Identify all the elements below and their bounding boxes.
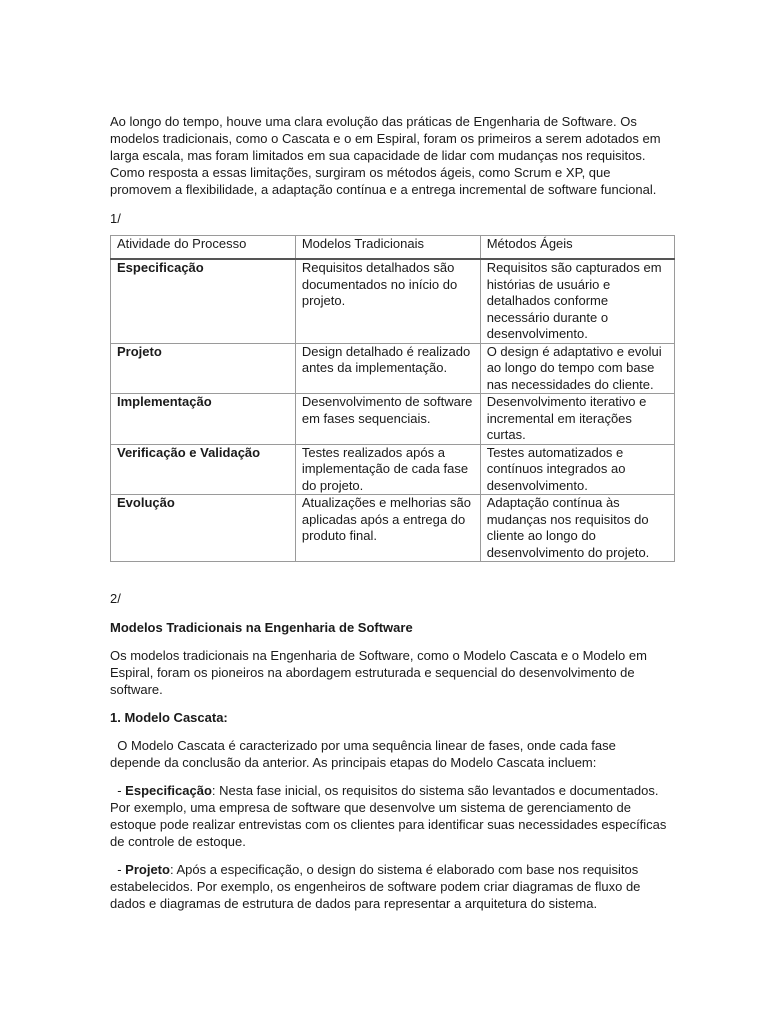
activity-cell: Implementação [111, 394, 296, 445]
agile-cell: Adaptação contínua às mudanças nos requisitos do cliente ao longo do desenvolvimento do projeto. [480, 495, 674, 562]
table-header-row [111, 236, 675, 260]
table-row [111, 343, 675, 394]
step-term: Especificação [125, 783, 212, 798]
activity-cell: Verificação e Validação [111, 444, 296, 495]
table-row [111, 394, 675, 445]
agile-cell: Testes automatizados e contínuos integrados ao desenvolvimento. [480, 444, 674, 495]
step-prefix: - [110, 783, 126, 798]
traditional-cell: Requisitos detalhados são documentados no início do projeto. [295, 259, 480, 343]
table-header-cell: Métodos Ágeis [480, 236, 674, 260]
activity-cell: Evolução [111, 495, 296, 562]
table-row [111, 495, 675, 562]
traditional-cell: Testes realizados após a implementação de cada fase do projeto. [295, 444, 480, 495]
table-row [111, 444, 675, 495]
section-marker-2: 2/ [110, 591, 121, 606]
intro-paragraph: Ao longo do tempo, houve uma clara evolução das práticas de Engenharia de Software. Os modelos tradicionais, como o Cascata e o em Espiral, foram os primeiros a serem adotados em larga escala, mas foram limitados em sua capacidade de lidar com mudanças nos requisitos. Como resposta a essas limitações, surgiram os métodos ágeis, como Scrum e XP, que promovem a flexibilidade, a adaptação contínua e a entrega incremental de software funcional. [110, 114, 661, 197]
table-header-cell: Atividade do Processo [111, 236, 296, 260]
section-intro-paragraph: Os modelos tradicionais na Engenharia de Software, como o Modelo Cascata e o Modelo em Espiral, foram os pioneiros na abordagem estruturada e sequencial do desenvolvimento de software. [110, 648, 647, 697]
cascata-title: 1. Modelo Cascata: [110, 710, 228, 725]
step-especificacao [110, 782, 670, 850]
traditional-cell: Desenvolvimento de software em fases sequenciais. [295, 394, 480, 445]
table-header-cell: Modelos Tradicionais [295, 236, 480, 260]
section-marker-1: 1/ [110, 211, 121, 226]
cascata-intro-paragraph: O Modelo Cascata é caracterizado por uma sequência linear de fases, onde cada fase depende da conclusão da anterior. As principais etapas do Modelo Cascata incluem: [110, 738, 616, 770]
traditional-cell: Atualizações e melhorias são aplicadas após a entrega do produto final. [295, 495, 480, 562]
step-text: : Após a especificação, o design do sistema é elaborado com base nos requisitos estabelecidos. Por exemplo, os engenheiros de software podem criar diagramas de fluxo de dados e diagramas de estrutura de dados para representar a arquitetura do sistema. [110, 862, 641, 911]
table-row [111, 259, 675, 343]
step-term: Projeto [125, 862, 170, 877]
step-text: : Nesta fase inicial, os requisitos do sistema são levantados e documentados. Por exemplo, uma empresa de software que desenvolve um sistema de gerenciamento de estoque pode realizar entrevistas com os clientes para identificar suas necessidades específicas de controle de estoque. [110, 783, 667, 849]
step-projeto [110, 861, 670, 912]
activity-cell: Projeto [111, 343, 296, 394]
agile-cell: Requisitos são capturados em histórias de usuário e detalhados conforme necessário durante o desenvolvimento. [480, 259, 674, 343]
section-title: Modelos Tradicionais na Engenharia de Software [110, 620, 413, 635]
activity-cell: Especificação [111, 259, 296, 343]
agile-cell: Desenvolvimento iterativo e incremental em iterações curtas. [480, 394, 674, 445]
traditional-cell: Design detalhado é realizado antes da implementação. [295, 343, 480, 394]
document-content [110, 113, 670, 923]
agile-cell: O design é adaptativo e evolui ao longo do tempo com base nas necessidades do cliente. [480, 343, 674, 394]
comparison-table [110, 235, 675, 562]
step-prefix: - [110, 862, 126, 877]
